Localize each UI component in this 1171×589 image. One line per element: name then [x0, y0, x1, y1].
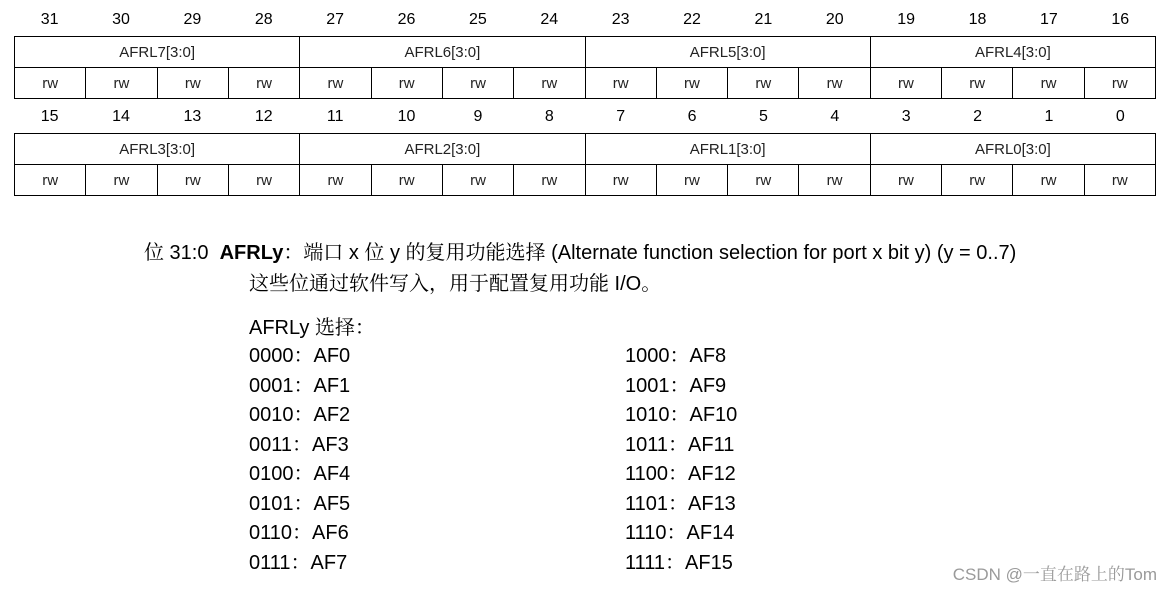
access-cell: rw: [942, 68, 1013, 99]
access-cell: rw: [371, 165, 442, 196]
access-cell: rw: [228, 165, 299, 196]
option-item: 1010：AF10: [625, 404, 738, 426]
bit-number: 30: [112, 11, 130, 28]
register-field-table: [14, 36, 1156, 99]
access-cell: rw: [799, 68, 870, 99]
access-cell: rw: [870, 68, 941, 99]
field-name-cell: AFRL4[3:0]: [870, 37, 1155, 68]
option-item: 0111：AF7: [249, 552, 348, 574]
bit-number: 3: [901, 108, 911, 125]
option-item: 1101：AF13: [625, 493, 736, 515]
bit-number: 15: [40, 108, 59, 125]
option-item: 1011：AF11: [625, 434, 735, 456]
register-field-table: [14, 133, 1156, 196]
option-item: 1100：AF12: [625, 463, 736, 485]
register-lower-half: [14, 103, 1156, 196]
option-item: 0101：AF5: [249, 493, 351, 515]
access-cell: rw: [15, 68, 86, 99]
access-cell: rw: [942, 165, 1013, 196]
access-cell: rw: [514, 68, 585, 99]
bit-number-row: [14, 6, 1156, 36]
field-description-heading: [144, 241, 1016, 265]
bit-number: 6: [687, 108, 697, 125]
field-name-cell: AFRL1[3:0]: [585, 134, 870, 165]
access-cell: rw: [870, 165, 941, 196]
bit-number: 22: [683, 11, 701, 28]
bit-number: 9: [473, 108, 483, 125]
field-name-cell: AFRL7[3:0]: [15, 37, 300, 68]
access-cell: rw: [656, 68, 727, 99]
watermark: CSDN @一直在路上的Tom: [952, 565, 1157, 584]
option-item: 1111：AF15: [625, 552, 733, 574]
field-name-cell: AFRL3[3:0]: [15, 134, 300, 165]
option-item: 0010：AF2: [249, 404, 351, 426]
bit-number: 17: [1040, 11, 1058, 28]
bit-number: 23: [611, 11, 630, 28]
field-name: AFRLy: [219, 242, 284, 264]
access-cell: rw: [442, 68, 513, 99]
access-cell: rw: [656, 165, 727, 196]
bit-range: 位 31:0: [144, 242, 209, 264]
option-item: 1110：AF14: [625, 522, 735, 544]
access-cell: rw: [585, 68, 656, 99]
bit-number: 5: [758, 108, 768, 125]
bit-number: 8: [544, 108, 554, 125]
access-cell: rw: [157, 165, 228, 196]
option-item: 0100：AF4: [249, 463, 351, 485]
bit-number: 16: [1111, 11, 1130, 28]
register-upper-half: [14, 6, 1156, 99]
field-name-cell: AFRL5[3:0]: [585, 37, 870, 68]
access-cell: rw: [799, 165, 870, 196]
bit-number: 7: [616, 108, 626, 125]
bit-number: 25: [469, 11, 487, 28]
access-cell: rw: [300, 165, 371, 196]
bit-number-row: [14, 103, 1156, 133]
access-cell: rw: [1084, 68, 1155, 99]
field-name-cell: AFRL6[3:0]: [300, 37, 585, 68]
bit-number: 24: [540, 11, 559, 28]
bit-number: 14: [112, 108, 130, 125]
field-name-cell: AFRL2[3:0]: [300, 134, 585, 165]
access-cell: rw: [585, 165, 656, 196]
option-item: 0110：AF6: [249, 522, 349, 544]
bit-number: 10: [397, 108, 416, 125]
access-cell: rw: [228, 68, 299, 99]
bit-number: 11: [326, 108, 344, 125]
option-item: 0011：AF3: [249, 434, 349, 456]
bit-number: 20: [825, 11, 844, 28]
access-cell: rw: [86, 165, 157, 196]
bit-number: 27: [326, 11, 345, 28]
bit-number: 4: [830, 108, 840, 125]
option-item: 1001：AF9: [625, 375, 727, 397]
access-cell: rw: [157, 68, 228, 99]
option-item: 1000：AF8: [625, 345, 727, 367]
bit-number: 18: [968, 11, 987, 28]
bit-number: 28: [254, 11, 273, 28]
access-cell: rw: [1013, 68, 1084, 99]
access-cell: rw: [300, 68, 371, 99]
access-cell: rw: [1084, 165, 1155, 196]
selection-label: AFRLy 选择：: [249, 317, 375, 339]
access-cell: rw: [514, 165, 585, 196]
bit-number: 21: [754, 11, 773, 28]
bit-number: 29: [183, 11, 202, 28]
bit-number: 19: [897, 11, 916, 28]
bit-number: 31: [40, 11, 59, 28]
field-name-cell: AFRL0[3:0]: [870, 134, 1155, 165]
bit-number: 2: [973, 108, 983, 125]
access-cell: rw: [15, 165, 86, 196]
bit-number: 26: [397, 11, 416, 28]
bit-number: 13: [183, 108, 202, 125]
field-description-text: 这些位通过软件写入，用于配置复用功能 I/O。: [249, 273, 662, 295]
field-title: ：端口 x 位 y 的复用功能选择 (Alternate function selection for port x bit y) (y = 0..7): [283, 242, 1017, 264]
access-cell: rw: [442, 165, 513, 196]
access-cell: rw: [728, 165, 799, 196]
option-item: 0001：AF1: [249, 375, 351, 397]
access-cell: rw: [728, 68, 799, 99]
bit-number: 12: [254, 108, 273, 125]
bit-number: 0: [1115, 108, 1125, 125]
access-cell: rw: [1013, 165, 1084, 196]
access-cell: rw: [371, 68, 442, 99]
bit-number: 1: [1044, 108, 1054, 125]
option-item: 0000：AF0: [249, 345, 351, 367]
access-cell: rw: [86, 68, 157, 99]
